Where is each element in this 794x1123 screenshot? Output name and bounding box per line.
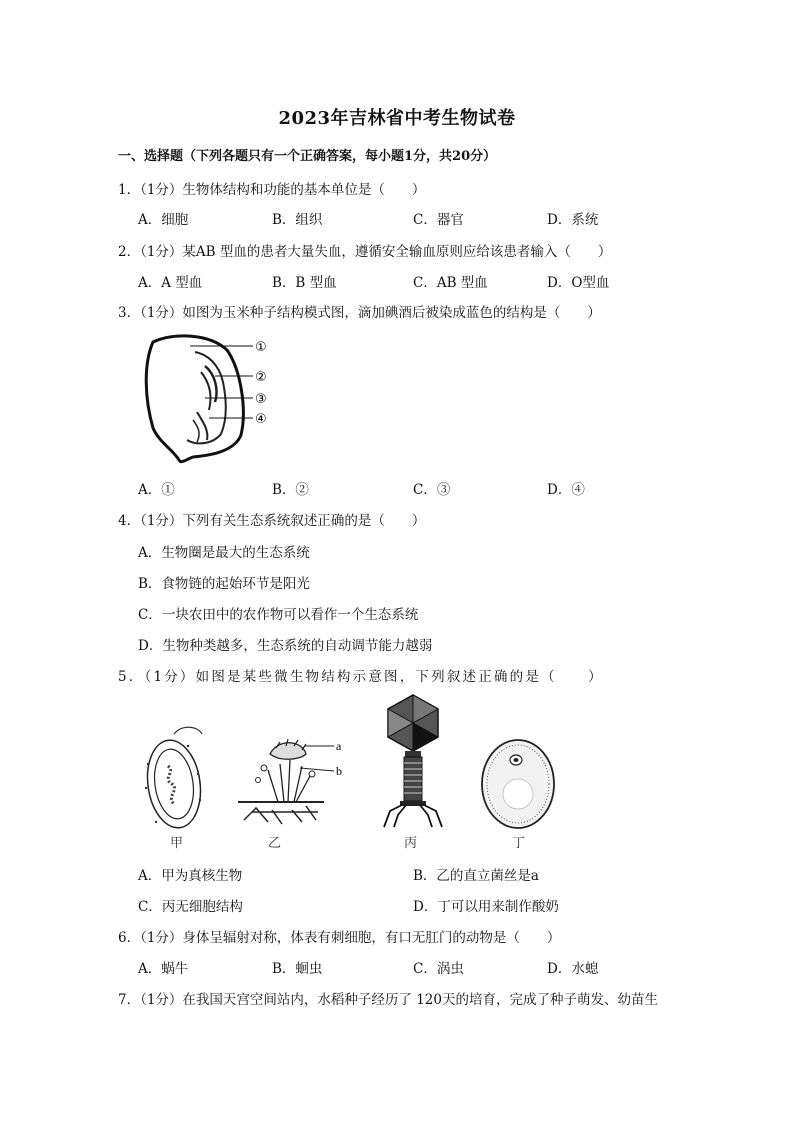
question-2-stem: 2．（1分）某AB 型血的患者大量失血，遵循安全输血原则应给该患者输入（ ）: [118, 244, 612, 260]
q6-option-b[interactable]: B．蛔虫: [272, 961, 323, 977]
q5-option-a[interactable]: A．甲为真核生物: [138, 868, 243, 884]
mold-part-a: a: [336, 739, 342, 753]
q1-option-b[interactable]: B．组织: [272, 212, 323, 228]
mold-part-b: b: [336, 764, 342, 778]
q3-option-b[interactable]: B．②: [272, 482, 309, 498]
yeast-figure: [478, 736, 558, 832]
q1-option-d[interactable]: D．系统: [547, 212, 599, 228]
question-5-stem: 5．（1分）如图是某些微生物结构示意图，下列叙述正确的是（ ）: [118, 669, 604, 685]
q1-option-c[interactable]: C．器官: [413, 212, 464, 228]
question-4-stem: 4．（1分）下列有关生态系统叙述正确的是（ ）: [118, 513, 426, 529]
q3-option-a[interactable]: A．①: [138, 482, 175, 498]
figure-label-ding: 丁: [512, 836, 526, 851]
q2-option-a[interactable]: A．A 型血: [138, 275, 203, 291]
figure-label-bing: 丙: [404, 836, 418, 851]
q5-option-b[interactable]: B．乙的直立菌丝是a: [413, 868, 539, 884]
q5-option-d[interactable]: D．丁可以用来制作酸奶: [413, 899, 559, 915]
question-1-stem: 1．（1分）生物体结构和功能的基本单位是（ ）: [118, 182, 426, 198]
q6-option-c[interactable]: C．涡虫: [413, 961, 464, 977]
question-7-stem: 7．（1分）在我国天宫空间站内，水稻种子经历了 120天的培育，完成了种子萌发、幼苗生: [118, 992, 658, 1008]
q3-option-d[interactable]: D．④: [547, 482, 585, 498]
section-heading: 一、选择题（下列各题只有一个正确答案，每小题1分，共20分）: [118, 149, 497, 164]
virus-figure: [380, 693, 446, 829]
question-6-stem: 6．（1分）身体呈辐射对称，体表有刺细胞，有口无肛门的动物是（ ）: [118, 930, 561, 946]
question-3-stem: 3．（1分）如图为玉米种子结构模式图，滴加碘酒后被染成蓝色的结构是（ ）: [118, 305, 601, 321]
page-title: 2023年吉林省中考生物试卷: [278, 108, 516, 129]
q2-option-b[interactable]: B．B 型血: [272, 275, 337, 291]
q4-option-d[interactable]: D．生物种类越多，生态系统的自动调节能力越弱: [138, 638, 433, 654]
q4-option-c[interactable]: C．一块农田中的农作物可以看作一个生态系统: [138, 607, 419, 623]
seed-label-3: ③: [255, 392, 267, 407]
q4-option-b[interactable]: B．食物链的起始环节是阳光: [138, 576, 310, 592]
seed-label-2: ②: [255, 370, 267, 385]
corn-seed-diagram: [135, 330, 285, 465]
mold-figure: [232, 734, 357, 830]
q6-option-a[interactable]: A．蜗牛: [138, 961, 189, 977]
q2-option-c[interactable]: C．AB 型血: [413, 275, 488, 291]
figure-label-jia: 甲: [170, 836, 184, 851]
figure-label-yi: 乙: [268, 836, 282, 851]
seed-label-4: ④: [255, 412, 267, 427]
q6-option-d[interactable]: D．水螅: [547, 961, 599, 977]
q1-option-a[interactable]: A．细胞: [138, 212, 189, 228]
bacterium-figure: [132, 724, 212, 836]
q5-option-c[interactable]: C．丙无细胞结构: [138, 899, 243, 915]
q4-option-a[interactable]: A．生物圈是最大的生态系统: [138, 545, 310, 561]
q3-option-c[interactable]: C．③: [413, 482, 451, 498]
seed-label-1: ①: [255, 340, 267, 355]
q2-option-d[interactable]: D．O型血: [547, 275, 610, 291]
